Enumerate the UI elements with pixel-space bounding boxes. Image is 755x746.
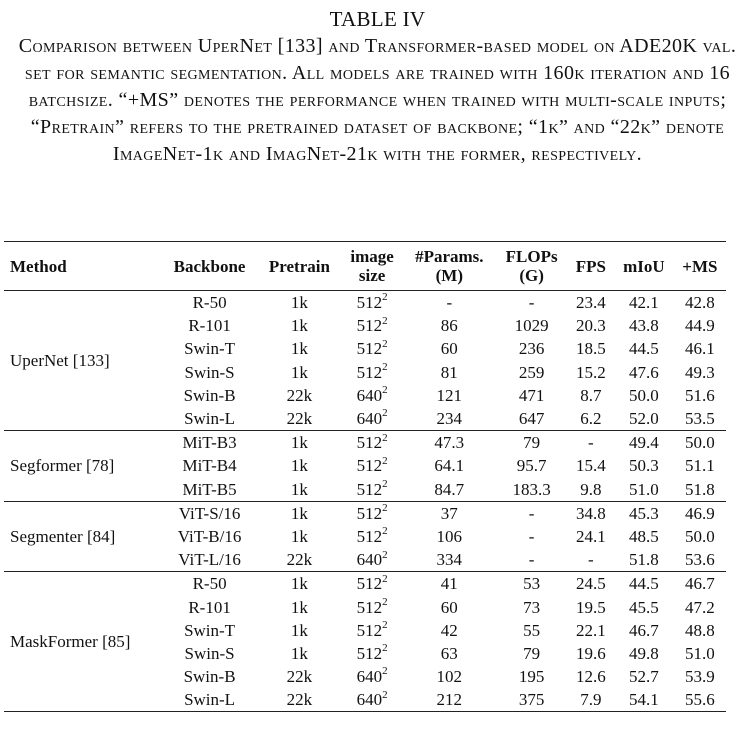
cell-ms: 46.1 [685,339,715,359]
cell-fps: 15.2 [576,362,606,382]
method-cell: Segmenter [84] [10,526,116,546]
cell-image-size [341,619,403,642]
cell-pretrain: 1k [290,479,308,499]
cell-miou: 44.5 [628,339,659,359]
cell-ms: 46.9 [685,503,715,523]
image-size-value: 512 [356,597,383,617]
cell-params: 81 [440,362,458,382]
image-size-value: 512 [356,643,383,663]
method-cell: Segformer [78] [10,456,115,476]
header-ms: +MS [682,256,718,276]
cell-miou: 51.0 [628,479,659,499]
cell-pretrain: 1k [290,339,308,359]
image-size-exponent: 2 [382,361,388,373]
cell-ms: 44.9 [685,316,715,336]
cell-pretrain: 1k [290,574,308,594]
header-image-size [341,242,403,291]
cell-image-size [341,665,403,688]
cell-backbone: Swin-L [184,409,236,429]
cell-backbone: R-101 [188,597,231,617]
cell-image-size [341,384,403,407]
cell-pretrain: 22k [286,667,313,687]
header-image-size-line2: size [358,266,386,285]
header-method: Method [10,256,67,276]
cell-params: 106 [436,526,463,546]
header-params-line1: #Params. [415,247,484,266]
image-size-exponent: 2 [382,619,388,632]
image-size-value: 512 [356,479,383,499]
cell-params: 102 [436,667,463,687]
cell-fps: 9.8 [580,479,602,499]
table-label: TABLE IV [329,7,426,31]
cell-flops: 95.7 [516,456,547,476]
cell-backbone: Swin-B [183,385,236,405]
table-row [4,431,726,455]
cell-fps: 12.6 [576,667,606,687]
cell-miou: 52.0 [628,409,659,429]
cell-backbone: Swin-S [184,643,235,663]
cell-image-size [341,431,403,455]
cell-fps: 22.1 [576,620,606,640]
cell-miou: 51.8 [628,550,659,570]
cell-ms: 53.5 [685,409,715,429]
cell-pretrain: 22k [286,550,313,570]
cell-ms: 50.0 [685,433,715,453]
cell-image-size [341,454,403,477]
cell-miou: 49.4 [628,433,659,453]
cell-flops: 73 [523,597,541,617]
image-size-exponent: 2 [382,314,388,327]
cell-pretrain: 1k [290,643,308,663]
cell-backbone: MiT-B4 [182,456,237,476]
table-row [4,572,726,596]
image-size-exponent: 2 [382,291,388,304]
cell-image-size [341,407,403,431]
image-size-exponent: 2 [382,502,388,515]
cell-image-size [341,525,403,548]
cell-params: 60 [440,339,458,359]
cell-fps: 24.5 [576,574,606,594]
image-size-exponent: 2 [382,548,388,561]
cell-image-size [341,548,403,572]
table-caption [0,6,755,168]
table-row [4,291,726,315]
image-size-exponent: 2 [382,337,388,350]
image-size-value: 640 [356,409,383,429]
header-flops [495,242,567,291]
cell-pretrain: 1k [290,456,308,476]
cell-backbone: ViT-B/16 [177,526,242,546]
cell-fps: - [588,433,594,453]
cell-image-size [341,314,403,337]
cell-flops: 183.3 [512,479,551,499]
cell-miou: 44.5 [628,574,659,594]
cell-flops: 53 [523,574,541,594]
cell-flops: 375 [518,690,545,710]
cell-ms: 51.8 [685,479,715,499]
cell-backbone: Swin-L [184,690,236,710]
method-cell: MaskFormer [85] [10,632,131,652]
cell-miou: 48.5 [628,526,659,546]
method-cell: UperNet [133] [10,351,110,371]
cell-backbone: R-50 [192,574,227,594]
cell-ms: 42.8 [685,293,715,313]
header-pretrain: Pretrain [268,256,330,276]
cell-ms: 46.7 [685,574,715,594]
cell-fps: 34.8 [576,503,606,523]
cell-ms: 53.9 [685,667,715,687]
cell-backbone: R-50 [192,293,227,313]
image-size-value: 640 [356,385,383,405]
cell-params: 60 [440,597,458,617]
cell-ms: 48.8 [685,620,715,640]
cell-pretrain: 1k [290,526,308,546]
header-params [403,242,495,291]
header-fps: FPS [575,256,606,276]
cell-miou: 43.8 [628,316,659,336]
image-size-exponent: 2 [382,477,388,490]
cell-params: 86 [440,316,458,336]
cell-params: 63 [440,643,458,663]
cell-image-size [341,361,403,384]
cell-flops: - [528,503,535,523]
cell-flops: - [528,526,535,546]
cell-params: 212 [436,690,463,710]
cell-pretrain: 1k [290,316,308,336]
cell-miou: 45.5 [628,597,659,617]
cell-fps: 6.2 [580,409,602,429]
cell-ms: 53.6 [685,550,715,570]
cell-flops: 1029 [514,316,549,336]
cell-miou: 45.3 [628,503,659,523]
cell-pretrain: 1k [290,433,308,453]
cell-fps: 19.6 [576,643,606,663]
cell-flops: 647 [518,409,545,429]
cell-ms: 51.1 [685,456,715,476]
cell-image-size [341,595,403,618]
cell-fps: 7.9 [580,690,602,710]
cell-miou: 47.6 [628,362,659,382]
cell-fps: 20.3 [576,316,606,336]
image-size-value: 512 [356,316,383,336]
header-params-line2: (M) [435,266,463,285]
cell-fps: 24.1 [576,526,606,546]
cell-backbone: Swin-S [184,362,235,382]
cell-ms: 51.0 [685,643,715,663]
cell-fps: 23.4 [576,293,606,313]
cell-params: 37 [440,503,458,523]
image-size-exponent: 2 [382,431,388,444]
cell-params: 334 [436,550,463,570]
cell-pretrain: 22k [286,690,313,710]
image-size-exponent: 2 [382,688,388,701]
cell-flops: 471 [518,385,545,405]
cell-flops: - [528,550,535,570]
cell-params: 121 [436,385,463,405]
image-size-value: 512 [356,362,383,382]
cell-params: 64.1 [434,456,465,476]
cell-params: 47.3 [434,433,465,453]
cell-fps: 15.4 [576,456,606,476]
cell-params: - [446,293,453,313]
cell-params: 42 [440,620,458,640]
cell-miou: 46.7 [628,620,659,640]
image-size-value: 512 [356,503,383,523]
cell-flops: 79 [523,433,541,453]
cell-params: 84.7 [434,479,465,499]
cell-pretrain: 1k [290,293,308,313]
cell-ms: 50.0 [685,526,715,546]
header-image-size-line1: image [350,247,394,266]
cell-pretrain: 1k [290,597,308,617]
comparison-table [4,241,726,712]
cell-image-size [341,337,403,360]
image-size-exponent: 2 [382,384,388,397]
cell-flops: 236 [518,339,545,359]
image-size-exponent: 2 [382,454,388,467]
cell-backbone: MiT-B3 [182,433,237,453]
image-size-value: 640 [356,550,383,570]
image-size-value: 512 [356,339,383,359]
cell-miou: 49.8 [628,643,659,663]
image-size-exponent: 2 [382,642,388,655]
cell-flops: 195 [518,667,545,687]
cell-image-size [341,478,403,502]
header-backbone: Backbone [173,256,246,276]
cell-ms: 55.6 [685,690,715,710]
image-size-value: 512 [356,574,383,594]
image-size-exponent: 2 [382,525,388,538]
header-flops-line1: FLOPs [505,247,558,266]
cell-flops: 55 [523,620,541,640]
cell-flops: - [528,293,535,313]
cell-image-size [341,291,403,315]
cell-backbone: MiT-B5 [182,479,237,499]
cell-backbone: ViT-L/16 [178,550,241,570]
image-size-value: 512 [356,433,383,453]
cell-ms: 49.3 [685,362,715,382]
image-size-value: 512 [356,456,383,476]
cell-fps: 18.5 [576,339,606,359]
cell-image-size [341,688,403,712]
caption-text: Comparison between UperNet [133] and Transformer-based model on ADE20K val. set for semantic segmentation. All models are trained with 160k iteration and 16 batchsize. “+MS” denotes the performance when trained with multi-scale inputs; “Pretrain” refers to the pretrained dataset of backbone; “1k” and “22k” denote ImageNet-1k and ImagNet-21k with the former, respectively. [18,35,737,166]
cell-miou: 50.3 [628,456,659,476]
cell-image-size [341,572,403,596]
header-row [4,242,726,291]
table-body [4,291,726,712]
cell-backbone: Swin-T [184,339,236,359]
image-size-exponent: 2 [382,665,388,678]
image-size-exponent: 2 [382,595,388,608]
cell-ms: 47.2 [685,597,715,617]
cell-fps: - [588,550,594,570]
cell-miou: 50.0 [628,385,659,405]
cell-pretrain: 22k [286,409,313,429]
table-row [4,501,726,525]
image-size-exponent: 2 [382,572,388,585]
cell-pretrain: 1k [290,362,308,382]
cell-params: 41 [440,574,458,594]
cell-miou: 42.1 [628,293,659,313]
cell-ms: 51.6 [685,385,715,405]
image-size-value: 512 [356,526,383,546]
cell-pretrain: 22k [286,385,313,405]
image-size-value: 512 [356,620,383,640]
cell-flops: 79 [523,643,541,663]
cell-miou: 52.7 [628,667,659,687]
cell-image-size [341,501,403,525]
header-miou: mIoU [623,256,665,276]
cell-backbone: R-101 [188,316,231,336]
header-flops-line2: (G) [519,266,544,285]
cell-flops: 259 [518,362,545,382]
cell-fps: 8.7 [580,385,602,405]
cell-backbone: ViT-S/16 [178,503,241,523]
cell-miou: 54.1 [628,690,659,710]
cell-image-size [341,642,403,665]
image-size-value: 640 [356,667,383,687]
image-size-value: 640 [356,690,383,710]
cell-pretrain: 1k [290,620,308,640]
cell-params: 234 [436,409,463,429]
cell-pretrain: 1k [290,503,308,523]
cell-backbone: Swin-T [184,620,236,640]
image-size-value: 512 [356,293,383,313]
image-size-exponent: 2 [382,407,388,420]
cell-backbone: Swin-B [183,667,236,687]
cell-fps: 19.5 [576,597,606,617]
